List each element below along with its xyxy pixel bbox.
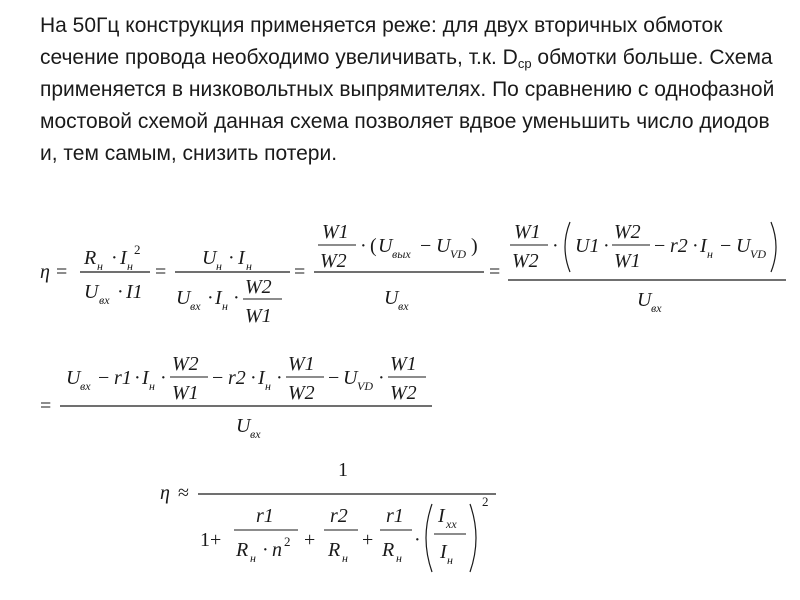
approx-sign: ≈ [178,482,189,504]
symbol-I: I [120,247,127,269]
minus: − [328,367,340,389]
minus: − [212,367,224,389]
dot: · [414,529,421,551]
numerator-one: 1 [338,459,348,481]
symbol-n: n [272,539,282,561]
subscript: VD [357,379,373,393]
fraction-output-voltage [314,221,484,313]
subscript: вх [80,379,91,393]
equals-sign: = [40,395,52,417]
subscript: н [149,379,155,393]
symbol-U: U [84,281,99,303]
symbol-r2: r2 [670,235,688,257]
subscript: VD [750,247,766,261]
paragraph-text-2: обмотки больше. Схема применяется в низковольтных выпрямителях. По сравнению с однофазной мостовой схемой данная схема позволяет вдвое уменьшить число диодов и, тем самым, снизить потери. [40,46,775,165]
subscript: VD [450,247,466,261]
subscript: н [246,259,252,273]
subscript: н [396,551,402,565]
dot: · [207,287,214,309]
equals-sign: = [489,261,501,283]
symbol-U: U [236,415,251,437]
equals-sign: = [56,261,68,283]
superscript: 2 [284,534,291,549]
paragraph-text-1: На 50Гц конструкция применяется реже: для двух вторичных обмоток сечение провода необходимо увеличивать, т.к. D [40,14,723,69]
symbol-R: R [382,539,395,561]
superscript: 2 [134,242,141,257]
symbol-W2: W2 [172,353,199,375]
fraction-power-ratio [80,242,150,307]
symbol-W1: W1 [288,353,315,375]
dot: · [603,235,610,257]
symbol-R: R [236,539,249,561]
symbol-r2: r2 [330,505,348,527]
subscript: н [250,551,256,565]
symbol-U: U [436,235,451,257]
subscript: вых [392,247,411,261]
dot: · [250,367,257,389]
symbol-U: U [384,287,399,309]
dot: · [360,235,367,257]
symbol-W1: W1 [514,221,541,243]
symbol-W2: W2 [320,250,347,272]
symbol-W2: W2 [245,276,272,298]
subscript: н [127,259,133,273]
one-plus: 1+ [200,529,222,551]
symbol-r1: r1 [386,505,404,527]
symbol-W1: W1 [390,353,417,375]
subscript: н [265,379,271,393]
dot: · [233,287,240,309]
left-big-paren [565,222,570,272]
left-big-paren [426,504,432,572]
efficiency-formula-approx [160,459,496,572]
symbol-W2: W2 [512,250,539,272]
subscript: н [707,247,713,261]
efficiency-formula-2 [40,353,432,441]
symbol-r1: r1 [256,505,274,527]
subscript: вх [398,299,409,313]
symbol-W2: W2 [288,382,315,404]
symbol-r1: r1 [114,367,132,389]
dot: · [111,247,118,269]
dot: · [262,539,269,561]
symbol-I: I [438,505,445,527]
symbol-U: U [378,235,393,257]
symbol-W2: W2 [614,221,641,243]
dot: · [552,235,559,257]
symbol-R: R [328,539,341,561]
symbol-R: R [84,247,97,269]
symbol-W1: W1 [245,305,272,327]
dot: · [228,247,235,269]
subscript: вх [99,293,110,307]
subscript: хх [446,517,457,531]
dot: · [160,367,167,389]
left-paren: ( [370,235,377,257]
paragraph-subscript: ср [517,56,532,71]
symbol-I: I [142,367,149,389]
superscript: 2 [482,494,489,509]
symbol-U: U [736,235,751,257]
minus: − [420,235,432,257]
dot: · [378,367,385,389]
subscript: вх [190,299,201,313]
symbol-I: I [215,287,222,309]
equals-sign: = [155,261,167,283]
efficiency-formula-1 [40,221,786,327]
plus: + [304,529,316,551]
symbol-U: U [343,367,358,389]
symbol-I: I [440,541,447,563]
minus: − [654,235,666,257]
subscript: н [97,259,103,273]
subscript: вх [250,427,261,441]
right-big-paren [470,504,476,572]
equals-sign: = [294,261,306,283]
symbol-I: I [258,367,265,389]
symbol-U: U [637,289,652,311]
fraction-expanded-voltage [508,221,786,315]
plus: + [362,529,374,551]
symbol-W1: W1 [322,221,349,243]
subscript: вх [651,301,662,315]
symbol-I1: I1 [126,281,143,303]
right-paren: ) [471,235,478,257]
dot: · [117,281,124,303]
eta-symbol: η [40,261,50,283]
symbol-W1: W1 [172,382,199,404]
symbol-r2: r2 [228,367,246,389]
symbol-U: U [66,367,81,389]
symbol-U: U [176,287,191,309]
dot: · [692,235,699,257]
minus: − [98,367,110,389]
dot: · [276,367,283,389]
fraction-voltage-current [175,247,290,327]
symbol-W1: W1 [614,250,641,272]
subscript: н [216,259,222,273]
subscript: н [222,299,228,313]
symbol-I: I [238,247,245,269]
subscript: н [342,551,348,565]
minus: − [720,235,732,257]
symbol-U1: U1 [575,235,600,257]
dot: · [134,367,141,389]
symbol-W2: W2 [390,382,417,404]
symbol-U: U [202,247,217,269]
eta-symbol: η [160,482,170,504]
symbol-I: I [700,235,707,257]
subscript: н [447,553,453,567]
right-big-paren [771,222,776,272]
